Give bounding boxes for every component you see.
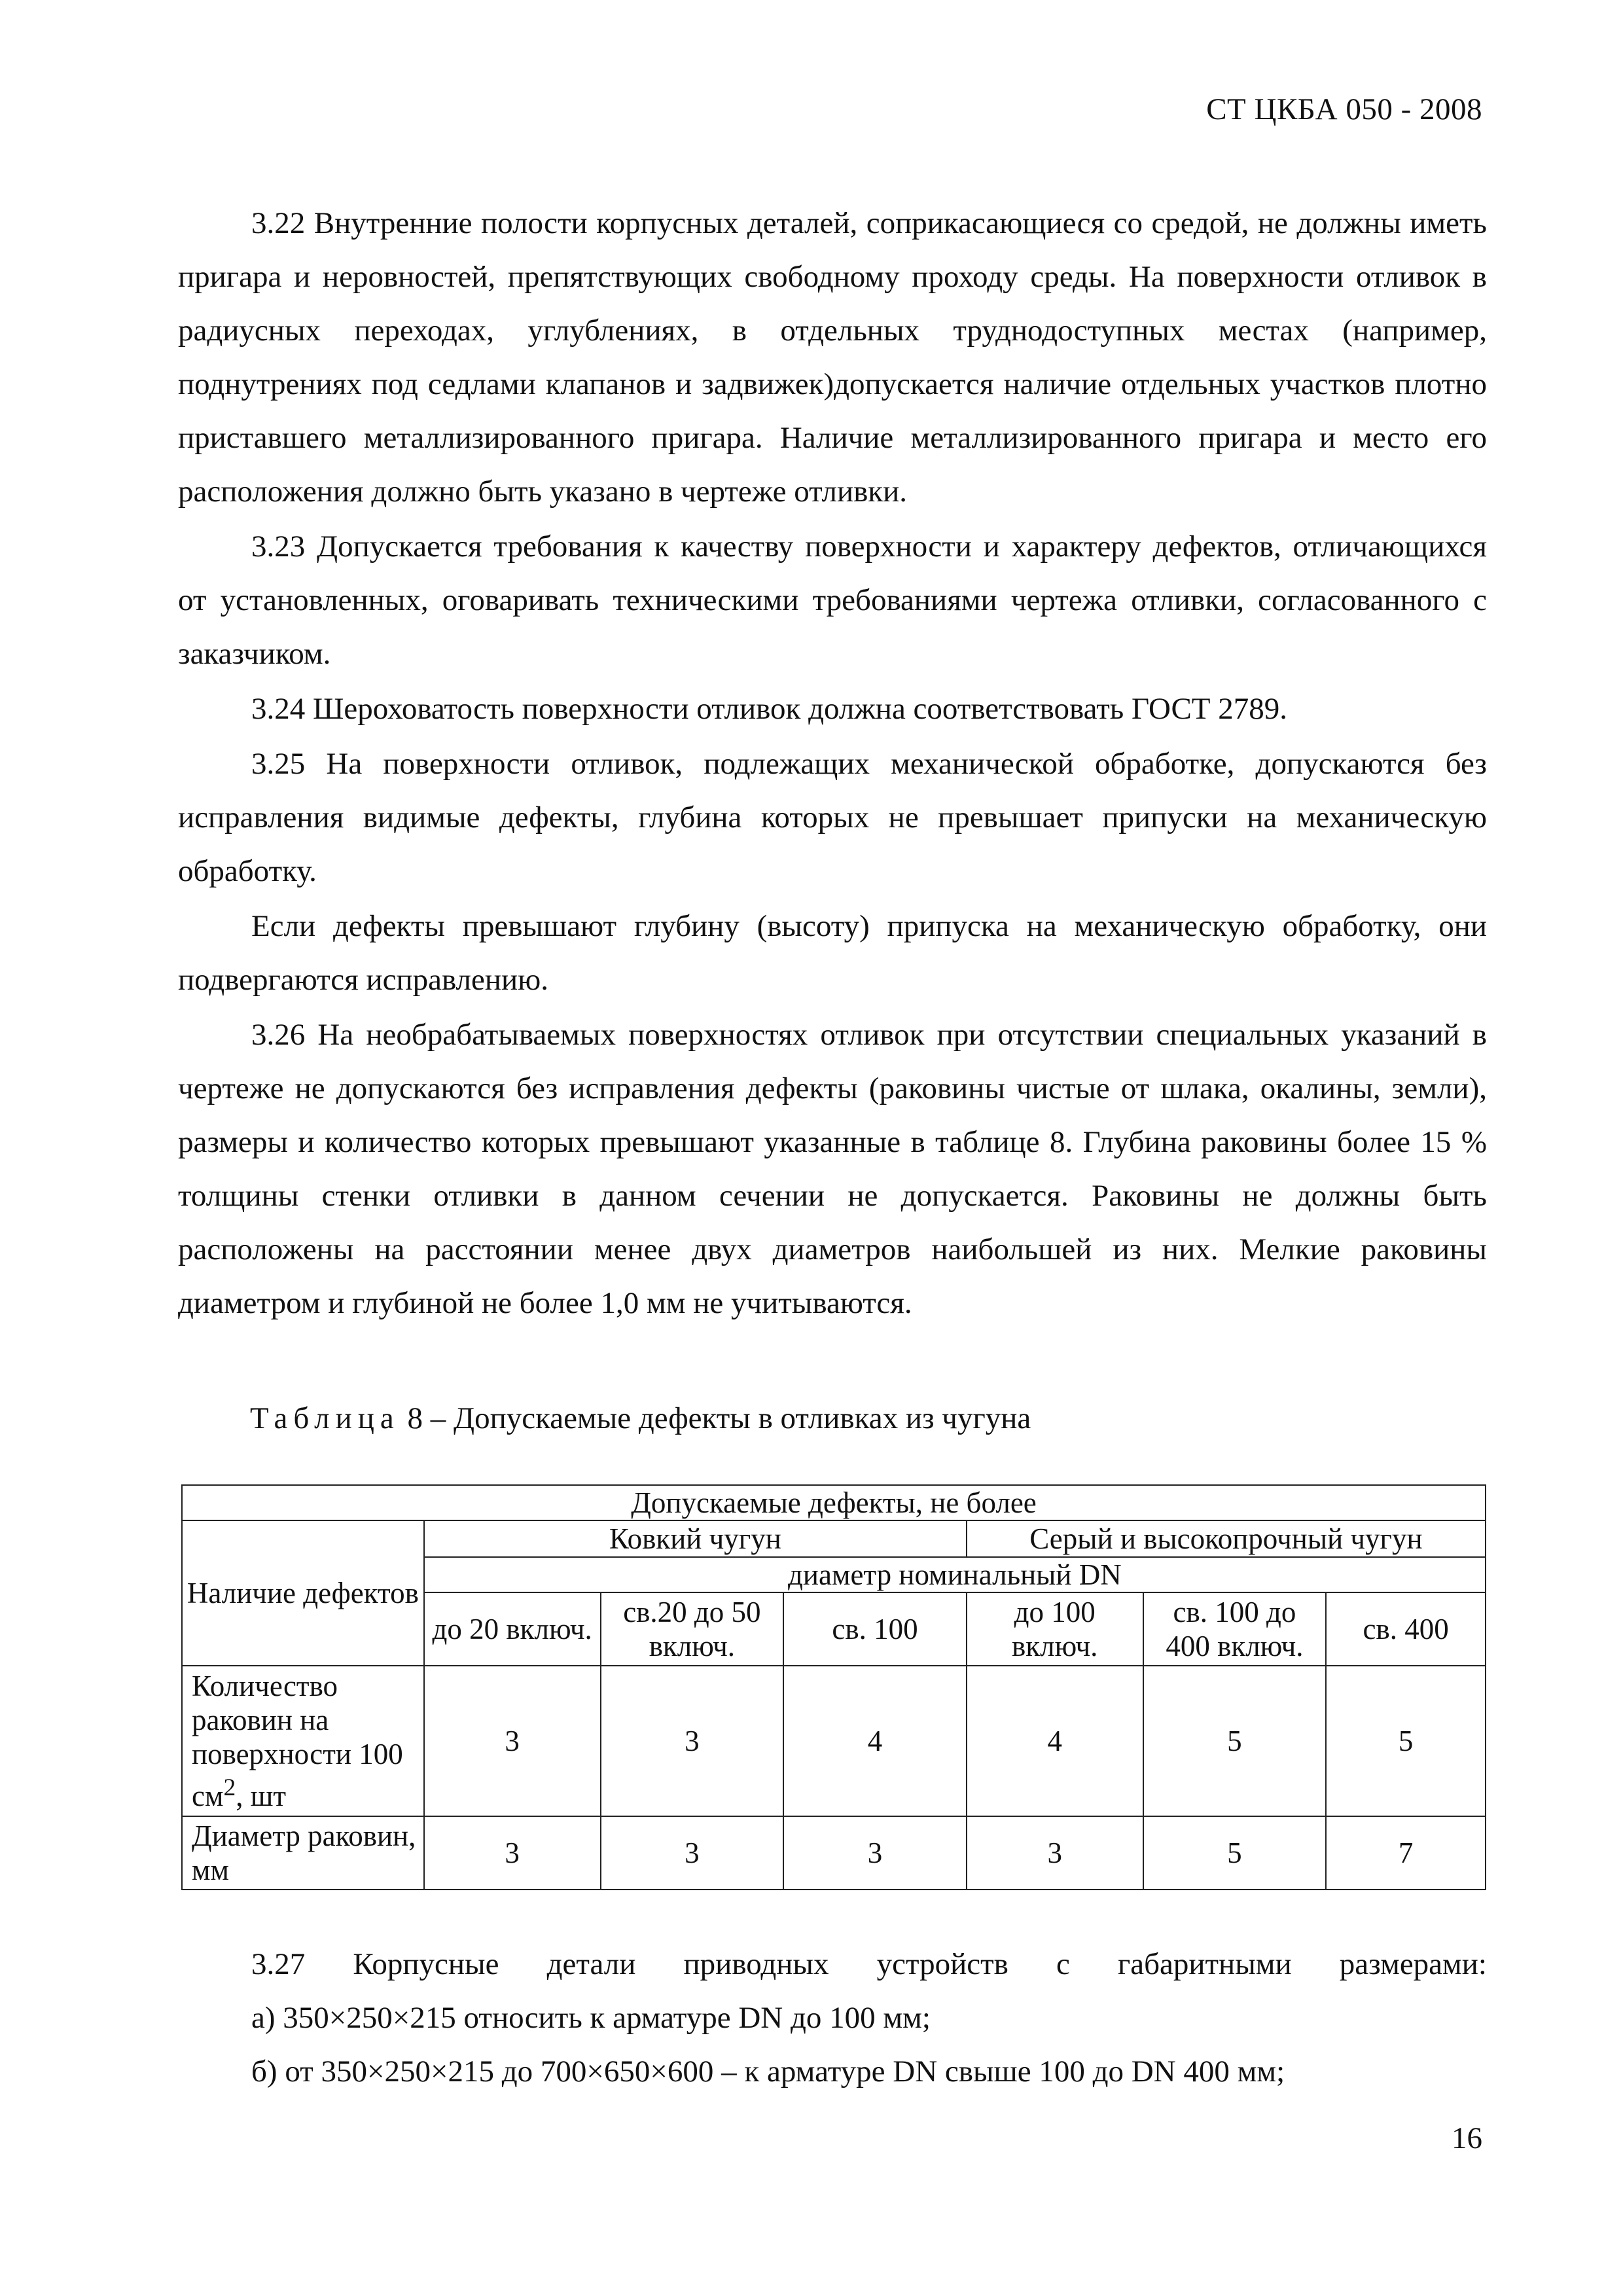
table-row-label-diameter: Диаметр раковин, мм bbox=[182, 1816, 424, 1890]
body-text bbox=[178, 196, 1487, 1331]
table-col-header: св. 100 до 400 включ. bbox=[1143, 1592, 1327, 1666]
table-col-header: до 100 включ. bbox=[967, 1592, 1143, 1666]
table-cell: 7 bbox=[1326, 1816, 1486, 1890]
table-cell: 5 bbox=[1143, 1666, 1327, 1816]
paragraph-3-22: 3.22 Внутренние полости корпусных деталей, соприкасающиеся со средой, не должны иметь пригара и неровностей, препятствующих свободному проходу среды. На поверхности отливок в радиусных переходах, углублениях, в отдельных труднодоступных местах (например, поднутрениях под седлами клапанов и задвижек)допускается наличие отдельных участков плотно приставшего металлизированного пригара. Наличие металлизированного пригара и место его расположения должно быть указано в чертеже отливки. bbox=[178, 206, 1487, 509]
document-code-header: СТ ЦКБА 050 - 2008 bbox=[1206, 92, 1482, 126]
table-cell: 3 bbox=[424, 1666, 601, 1816]
paragraph-3-23: 3.23 Допускается требования к качеству поверхности и характеру дефектов, отличающихся от установленных, оговаривать техническими требованиями чертежа отливки, согласованного с заказчиком. bbox=[178, 529, 1487, 671]
table-corner-header: Наличие дефектов bbox=[182, 1520, 424, 1666]
row-label-unit: , шт bbox=[236, 1780, 287, 1812]
table-caption-word: Таблица bbox=[250, 1401, 400, 1435]
table-cell: 3 bbox=[601, 1666, 784, 1816]
page-number: 16 bbox=[1452, 2121, 1482, 2155]
table-cell: 3 bbox=[601, 1816, 784, 1890]
table-cell: 5 bbox=[1143, 1816, 1327, 1890]
table-col-header: св. 100 bbox=[783, 1592, 967, 1666]
table-col-header: св.20 до 50 включ. bbox=[601, 1592, 784, 1666]
table-col-header: до 20 включ. bbox=[424, 1592, 601, 1666]
table-caption-title: 8 – Допускаемые дефекты в отливках из чугуна bbox=[399, 1401, 1031, 1435]
list-item-a: а) 350×250×215 относить к арматуре DN до 100 мм; bbox=[251, 2001, 931, 2035]
paragraph-3-24: 3.24 Шероховатость поверхности отливок должна соответствовать ГОСТ 2789. bbox=[251, 692, 1288, 726]
table-group-malleable: Ковкий чугун bbox=[424, 1520, 967, 1557]
table-cell: 4 bbox=[967, 1666, 1143, 1816]
defects-table bbox=[181, 1484, 1486, 1890]
table-cell: 3 bbox=[783, 1816, 967, 1890]
table-caption bbox=[250, 1401, 1031, 1436]
table-cell: 3 bbox=[424, 1816, 601, 1890]
paragraph-3-25: 3.25 На поверхности отливок, подлежащих механической обработке, допускаются без исправления видимые дефекты, глубина которых не превышает припуски на механическую обработку. bbox=[178, 747, 1487, 888]
paragraph-3-27: 3.27 Корпусные детали приводных устройств с габаритными размерами: bbox=[251, 1947, 1487, 1981]
table-cell: 3 bbox=[967, 1816, 1143, 1890]
row-label-text: Количество раковин на поверхности 100 см bbox=[192, 1670, 403, 1812]
table-top-header: Допускаемые дефекты, не более bbox=[182, 1485, 1486, 1520]
table-group-grey: Серый и высокопрочный чугун bbox=[967, 1520, 1486, 1557]
table-dn-header: диаметр номинальный DN bbox=[424, 1557, 1486, 1592]
table-cell: 4 bbox=[783, 1666, 967, 1816]
table-col-header: св. 400 bbox=[1326, 1592, 1486, 1666]
row-label-superscript: 2 bbox=[223, 1774, 236, 1801]
after-table-text bbox=[178, 1937, 1487, 2098]
paragraph-3-26: 3.26 На необрабатываемых поверхностях отливок при отсутствии специальных указаний в чертеже не допускаются без исправления дефекты (раковины чистые от шлака, окалины, земли), размеры и количество которых превышают указанные в таблице 8. Глубина раковины более 15 % толщины стенки отливки в данном сечении не допускается. Раковины не должны быть расположены на расстоянии менее двух диаметров наибольшей из них. Мелкие раковины диаметром и глубиной не более 1,0 мм не учитываются. bbox=[178, 1018, 1487, 1320]
paragraph-3-25-continued: Если дефекты превышают глубину (высоту) припуска на механическую обработку, они подвергаются исправлению. bbox=[178, 909, 1487, 997]
list-item-b: б) от 350×250×215 до 700×650×600 – к арматуре DN свыше 100 до DN 400 мм; bbox=[251, 2054, 1285, 2089]
table-row-label-count bbox=[182, 1666, 424, 1816]
table-cell: 5 bbox=[1326, 1666, 1486, 1816]
